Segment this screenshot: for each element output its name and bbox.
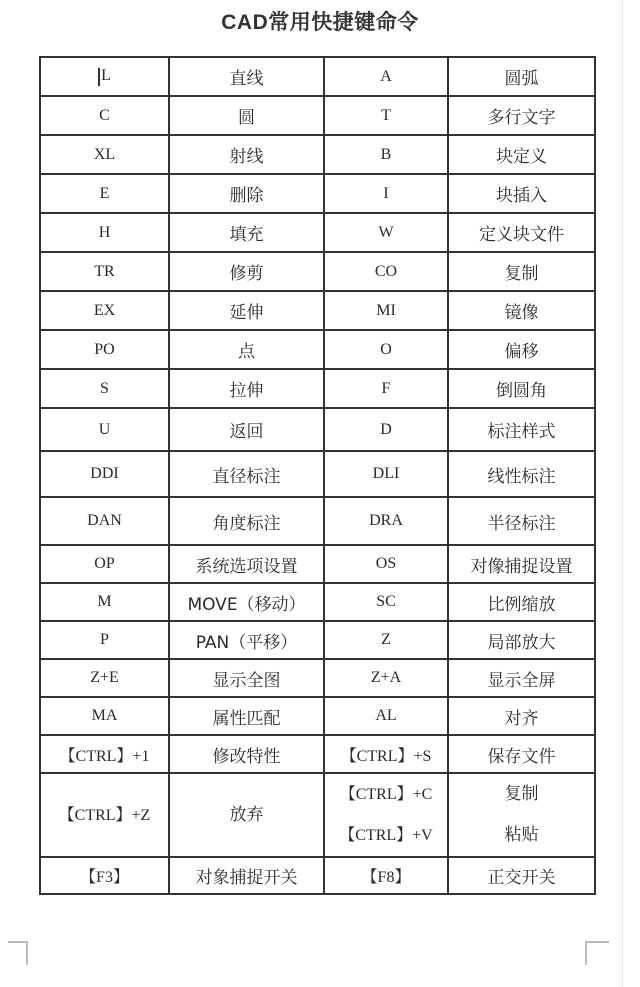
table-row xyxy=(40,659,595,697)
shortcut-key-paste: 【CTRL】+V xyxy=(339,827,433,844)
shortcut-key: B xyxy=(324,135,448,174)
command-name xyxy=(169,773,324,857)
table-row xyxy=(40,57,595,96)
command-name-paste: 粘贴 xyxy=(504,825,539,845)
table-row xyxy=(40,497,595,545)
table-row xyxy=(40,451,595,497)
shortcut-key[interactable]: L xyxy=(40,57,169,96)
table-row xyxy=(40,291,595,330)
command-name-copy: 复制 xyxy=(504,784,539,804)
command-name: 修剪 xyxy=(169,252,324,291)
shortcut-key: S xyxy=(40,369,169,408)
shortcut-key: PO xyxy=(40,330,169,369)
command-name: 对像捕捉设置 xyxy=(448,545,595,583)
command-name: 直径标注 xyxy=(169,451,324,497)
shortcut-key: H xyxy=(40,213,169,252)
command-name: 对齐 xyxy=(448,697,595,735)
shortcut-key: C xyxy=(40,96,169,135)
command-name: 修改特性 xyxy=(169,735,324,773)
shortcut-key: SC xyxy=(324,583,448,621)
shortcut-key: OP xyxy=(40,545,169,583)
shortcut-key: U xyxy=(40,408,169,451)
shortcut-key: DLI xyxy=(324,451,448,497)
command-name: 填充 xyxy=(169,213,324,252)
command-name: 块插入 xyxy=(448,174,595,213)
command-name: 拉伸 xyxy=(169,369,324,408)
table-row xyxy=(40,773,595,857)
command-name: 线性标注 xyxy=(448,451,595,497)
shortcut-key: W xyxy=(324,213,448,252)
shortcut-key: DDI xyxy=(40,451,169,497)
shortcut-key: O xyxy=(324,330,448,369)
page-edge xyxy=(622,0,623,987)
command-name: 返回 xyxy=(169,408,324,451)
command-name: 删除 xyxy=(169,174,324,213)
table-row xyxy=(40,96,595,135)
table-row xyxy=(40,213,595,252)
shortcut-key-text: 【CTRL】+Z xyxy=(58,806,151,824)
shortcut-key: EX xyxy=(40,291,169,330)
command-name-text: 放弃 xyxy=(229,804,264,825)
table-row xyxy=(40,697,595,735)
command-name: 正交开关 xyxy=(448,857,595,894)
command-name: 显示全屏 xyxy=(448,659,595,697)
shortcut-key: A xyxy=(324,57,448,96)
shortcut-key: Z+A xyxy=(324,659,448,697)
shortcut-key: I xyxy=(324,174,448,213)
command-name: 延伸 xyxy=(169,291,324,330)
table-row xyxy=(40,174,595,213)
command-name: 标注样式 xyxy=(448,408,595,451)
command-name: 复制 xyxy=(448,252,595,291)
command-name: 圆 xyxy=(169,96,324,135)
shortcut-key: DRA xyxy=(324,497,448,545)
command-name: 比例缩放 xyxy=(448,583,595,621)
command-name: 直线 xyxy=(169,57,324,96)
shortcut-key: 【CTRL】+1 xyxy=(40,735,169,773)
table-row xyxy=(40,369,595,408)
command-name: 显示全图 xyxy=(169,659,324,697)
table-row xyxy=(40,408,595,451)
command-name: 多行文字 xyxy=(448,96,595,135)
shortcut-key: 【CTRL】+S xyxy=(324,735,448,773)
command-name: 系统选项设置 xyxy=(169,545,324,583)
command-name: 点 xyxy=(169,330,324,369)
command-name: 射线 xyxy=(169,135,324,174)
shortcut-key: 【F8】 xyxy=(324,857,448,894)
shortcut-table xyxy=(39,56,596,895)
shortcut-key: F xyxy=(324,369,448,408)
table-row xyxy=(40,735,595,773)
shortcut-key: OS xyxy=(324,545,448,583)
margin-corner-mark-left xyxy=(8,941,28,965)
command-name: 对象捕捉开关 xyxy=(169,857,324,894)
document-title: CAD常用快捷键命令 xyxy=(221,11,419,34)
shortcut-key: DAN xyxy=(40,497,169,545)
command-name: PAN（平移） xyxy=(169,621,324,659)
shortcut-key-copy: 【CTRL】+C xyxy=(339,786,433,803)
shortcut-key: P xyxy=(40,621,169,659)
command-name: 偏移 xyxy=(448,330,595,369)
command-name: 圆弧 xyxy=(448,57,595,96)
command-name: 局部放大 xyxy=(448,621,595,659)
table-row xyxy=(40,330,595,369)
table-row xyxy=(40,252,595,291)
shortcut-key: Z xyxy=(324,621,448,659)
table-row xyxy=(40,857,595,894)
text-cursor xyxy=(98,68,100,86)
margin-corner-mark-right xyxy=(585,941,609,965)
command-name: 属性匹配 xyxy=(169,697,324,735)
table-row xyxy=(40,135,595,174)
shortcut-key xyxy=(40,773,169,857)
command-name: 保存文件 xyxy=(448,735,595,773)
shortcut-key: 【F3】 xyxy=(40,857,169,894)
shortcut-key: MI xyxy=(324,291,448,330)
shortcut-key: CO xyxy=(324,252,448,291)
command-name: 倒圆角 xyxy=(448,369,595,408)
table-row xyxy=(40,621,595,659)
shortcut-key: TR xyxy=(40,252,169,291)
table-row xyxy=(40,583,595,621)
command-name: 块定义 xyxy=(448,135,595,174)
shortcut-key: D xyxy=(324,408,448,451)
shortcut-key: M xyxy=(40,583,169,621)
command-name: 定义块文件 xyxy=(448,213,595,252)
shortcut-key: XL xyxy=(40,135,169,174)
command-name: 角度标注 xyxy=(169,497,324,545)
shortcut-key-group xyxy=(324,773,448,857)
shortcut-key: MA xyxy=(40,697,169,735)
command-name: MOVE（移动） xyxy=(169,583,324,621)
shortcut-key: E xyxy=(40,174,169,213)
shortcut-key: Z+E xyxy=(40,659,169,697)
command-name: 镜像 xyxy=(448,291,595,330)
command-name: 半径标注 xyxy=(448,497,595,545)
shortcut-key: T xyxy=(324,96,448,135)
shortcut-key: AL xyxy=(324,697,448,735)
command-name-group xyxy=(448,773,595,857)
table-row xyxy=(40,545,595,583)
